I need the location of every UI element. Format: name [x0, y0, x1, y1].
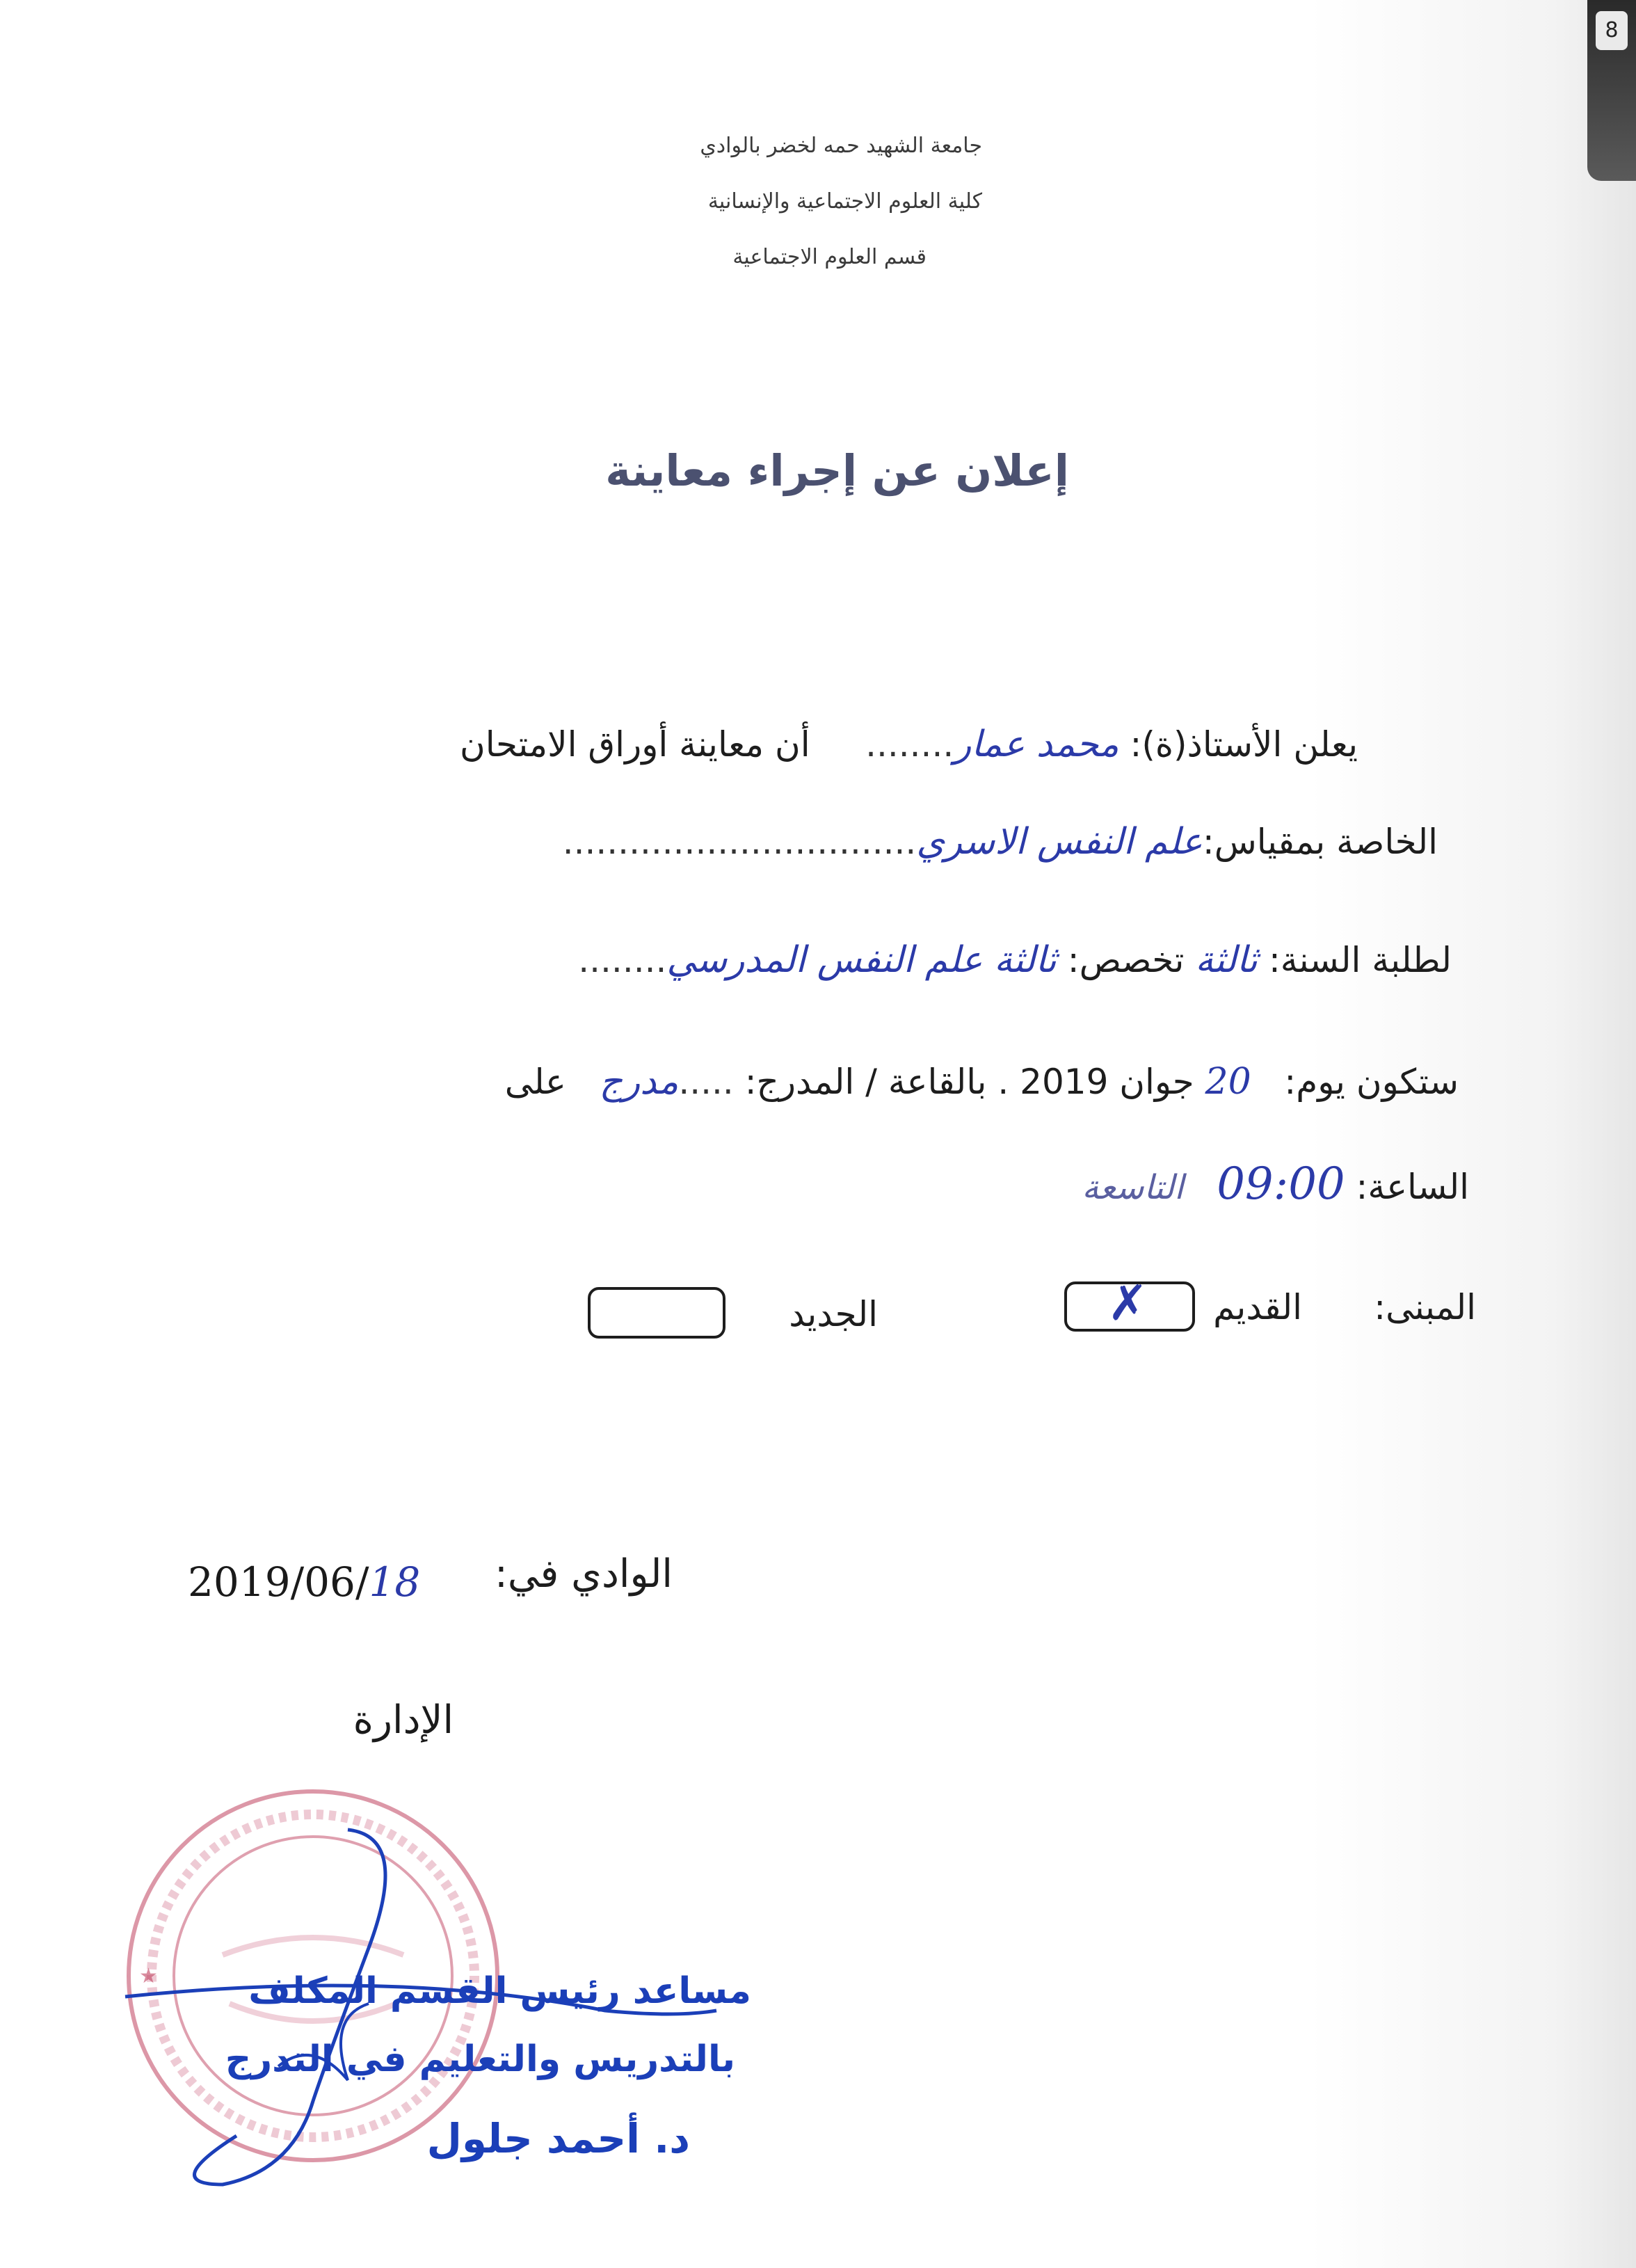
- building-new-checkbox[interactable]: [588, 1287, 725, 1339]
- professor-label: يعلن الأستاذ(ة):: [1130, 724, 1358, 765]
- month-year: جوان 2019: [1020, 1062, 1194, 1102]
- specialty-label: تخصص:: [1067, 940, 1185, 980]
- day-handwritten: 20: [1205, 1061, 1251, 1103]
- module-dots: ................................: [562, 822, 917, 862]
- hall-handwritten: مدرج: [599, 1061, 679, 1103]
- keyboard-corner: [1587, 0, 1636, 181]
- module-label: الخاصة بمقياس:: [1202, 822, 1438, 862]
- day-label: ستكون يوم:: [1284, 1062, 1459, 1102]
- module-handwritten: علم النفس الاسري: [916, 821, 1203, 863]
- building-label: المبنى:: [1374, 1287, 1476, 1327]
- on-word: على: [504, 1062, 566, 1102]
- building-new-label: الجديد: [789, 1294, 878, 1334]
- line-date-hall: [505, 1061, 1459, 1103]
- time-handwritten: 09:00: [1217, 1158, 1345, 1210]
- exam-review-text: أن معاينة أوراق الامتحان: [459, 724, 810, 765]
- year-handwritten: ثالثة: [1195, 939, 1258, 981]
- faculty-name: كلية العلوم الاجتماعية والإنسانية: [707, 189, 982, 214]
- hall-dots: .....: [678, 1062, 734, 1102]
- building-old-checkbox[interactable]: [1064, 1275, 1195, 1332]
- time-label: الساعة:: [1356, 1167, 1469, 1207]
- old-check-mark: ✗: [1107, 1275, 1148, 1332]
- signature-title-line2: بالتدريس والتعليم في التدرج: [225, 2038, 735, 2080]
- time-word-handwritten: التاسعة: [1082, 1168, 1184, 1207]
- administration-label: الإدارة: [353, 1698, 454, 1743]
- hall-label: . بالقاعة / المدرج:: [744, 1062, 1009, 1102]
- university-name: جامعة الشهيد حمه لخضر بالوادي: [700, 134, 982, 158]
- professor-name-handwritten: محمد عمار: [954, 724, 1119, 765]
- place-label: الوادي في:: [495, 1551, 673, 1597]
- date-rest: 2019/06/: [188, 1558, 369, 1606]
- signature-title-line1: مساعد رئيس القسم المكلف: [248, 1970, 751, 2012]
- date-value: [188, 1558, 420, 1606]
- line-time: [1082, 1158, 1469, 1210]
- department-name: قسم العلوم الاجتماعية: [732, 245, 927, 269]
- year-label: لطلبة السنة:: [1268, 940, 1452, 980]
- specialty-dots: ........: [578, 940, 667, 980]
- line-module: [563, 821, 1438, 863]
- professor-dots: ........: [865, 724, 954, 765]
- date-day-handwritten: 18: [369, 1558, 421, 1606]
- line-year: [578, 939, 1452, 981]
- line-professor: [460, 724, 1358, 765]
- document-title: إعلان عن إجراء معاينة: [605, 445, 1069, 496]
- building-old-label: القديم: [1213, 1287, 1302, 1327]
- svg-text:★: ★: [139, 1964, 158, 1988]
- specialty-handwritten: ثالثة علم النفس المدرسي: [666, 939, 1057, 981]
- keyboard-key: 8: [1596, 11, 1628, 50]
- signature-name: د. أحمد جلول: [426, 2115, 690, 2162]
